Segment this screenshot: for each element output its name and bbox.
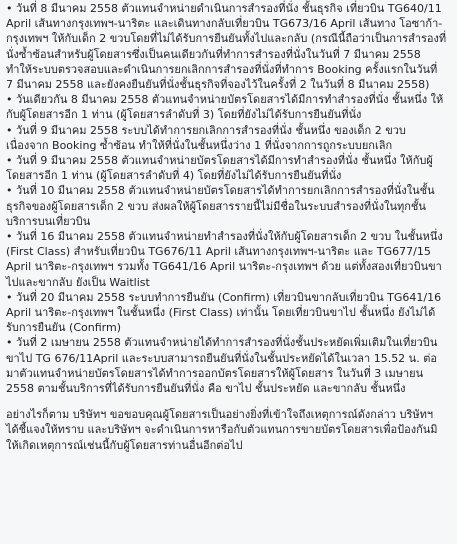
timeline-item-mar-20-confirm: • วันที่ 20 มีนาคม 2558 ระบบทำการยืนยัน (Confirm) เที่ยวบินขากลับเที่ยวบิน TG641/16 April นาริตะ-กรุงเทพฯ ในชั้นหนึ่ง (First Class) เท่านั้น โดยเที่ยวบินขาไป ชั้นหนึ่ง ยังไม่ได้รับการยืนยัน (Confirm) [6,290,445,335]
timeline-item-mar-8-first-class: • วันเดียวกัน 8 มีนาคม 2558 ตัวแทนจำหน่ายบัตรโดยสารได้มีการทำสำรองที่นั่ง ชั้นหนึ่ง ให้กับผู้โดยสารอีก 1 ท่าน (ผู้โดยสารลำดับที่ 3) โดยที่ยังไม่ได้รับการยืนยันที่นั่ง [6,93,444,122]
timeline-item-mar-16-waitlist: • วันที่ 16 มีนาคม 2558 ตัวแทนจำหน่ายทำสำรองที่นั่งให้กับผู้โดยสารเด็ก 2 ขวบ ในชั้นหนึ่ง (First Class) สำหรับเที่ยวบิน TG676/11 April เส้นทางกรุงเทพฯ-นาริตะ และ TG677/15 April นาริตะ-กรุงเทพฯ รวมทั้ง TG641/16 April นาริตะ-กรุงเทพฯ ด้วย แต่ทั้งสองเที่ยวบินขาไปและขากลับ ยังเป็น Waitlist [6,230,447,289]
timeline-item-mar-8-business-class: • วันที่ 8 มีนาคม 2558 ตัวแทนจำหน่ายดำเนินการสำรองที่นั่ง ชั้นธุรกิจ เที่ยวบิน TG640/11 April เส้นทางกรุงเทพฯ-นาริตะ และเดินทางกลับเที่ยวบิน TG673/16 April เส้นทาง โอซาก้า-กรุงเทพฯ ให้กับเด็ก 2 ขวบโดยที่ไม่ได้รับการยืนยันทั้งไปและกลับ (กรณีนี้ถือว่าเป็นการสำรองที่นั่งซ้ำซ้อนสำหรับผู้โดยสารซึ่งเป็นคนเดียวกันที่ทำการสำรองที่นั่งในวันที่ 7 มีนาคม 2558 ทำให้ระบบตรวจสอบและดำเนินการยกเลิกการสำรองที่นั่งที่ทำการ Booking ครั้งแรกในวันที่ 7 มีนาคม 2558 และยังคงยืนยันที่นั่งชั้นธุรกิจที่จองไว้ในครั้งที่ 2 ในวันที่ 8 มีนาคม 2558) [6,2,447,92]
timeline-item-mar-10-cancellation: • วันที่ 10 มีนาคม 2558 ตัวแทนจำหน่ายบัตรโดยสารได้ทำการยกเลิกการสำรองที่นั่งในชั้นธุรกิจของผู้โดยสารเด็ก 2 ขวบ ส่งผลให้ผู้โดยสารรายนี้ไม่มีชื่อในระบบสำรองที่นั่งในทุกชั้นบริการบนเที่ยวบิน [6,184,435,228]
timeline-item-apr-2-economy: • วันที่ 2 เมษายน 2558 ตัวแทนจำหน่ายได้ทำการสำรองที่นั่งชั้นประหยัดเพิ่มเติมในเที่ยวบินขาไป TG 676/11April และระบบสามารถยืนยันที่นั่งในชั้นประหยัดได้ในเวลา 15.52 น. ต่อมาตัวแทนจำหน่ายบัตรโดยสารได้ทำการออกบัตรโดยสารให้ผู้โดยสาร ในวันที่ 3 เมษายน 2558 ตามชั้นบริการที่ได้รับการยืนยันที่นั่ง คือ ขาไป ชั้นประหยัด และขากลับ ชั้นหนึ่ง [6,336,438,396]
timeline-item-mar-9-cancellation: • วันที่ 9 มีนาคม 2558 ระบบได้ทำการยกเลิกการสำรองที่นั่ง ชั้นหนึ่ง ของเด็ก 2 ขวบเนื่องจาก Booking ซ้ำซ้อน ทำให้ที่นั่งในชั้นหนึ่งว่าง 1 ที่นั่งจากการถูกระบบยกเลิก [6,123,406,152]
timeline-list [6,1,447,396]
closing-paragraph: อย่างไรก็ตาม บริษัทฯ ขอขอบคุณผู้โดยสารเป็นอย่างยิ่งที่เข้าใจถึงเหตุการณ์ดังกล่าว บริษัทฯ ได้ชี้แจงให้ทราบ และบริษัทฯ จะดำเนินการหารือกับตัวแทนการขายบัตรโดยสารเพื่อป้องกันมิให้เกิดเหตุการณ์เช่นนี้กับผู้โดยสารท่านอื่นอีกต่อไป [6,408,438,452]
timeline-item-mar-9-first-class: • วันที่ 9 มีนาคม 2558 ตัวแทนจำหน่ายบัตรโดยสารได้มีการทำสำรองที่นั่ง ชั้นหนึ่ง ให้กับผู้โดยสารอีก 1 ท่าน (ผู้โดยสารลำดับที่ 4) โดยที่ยังไม่ได้รับการยืนยันที่นั่ง [6,154,433,183]
